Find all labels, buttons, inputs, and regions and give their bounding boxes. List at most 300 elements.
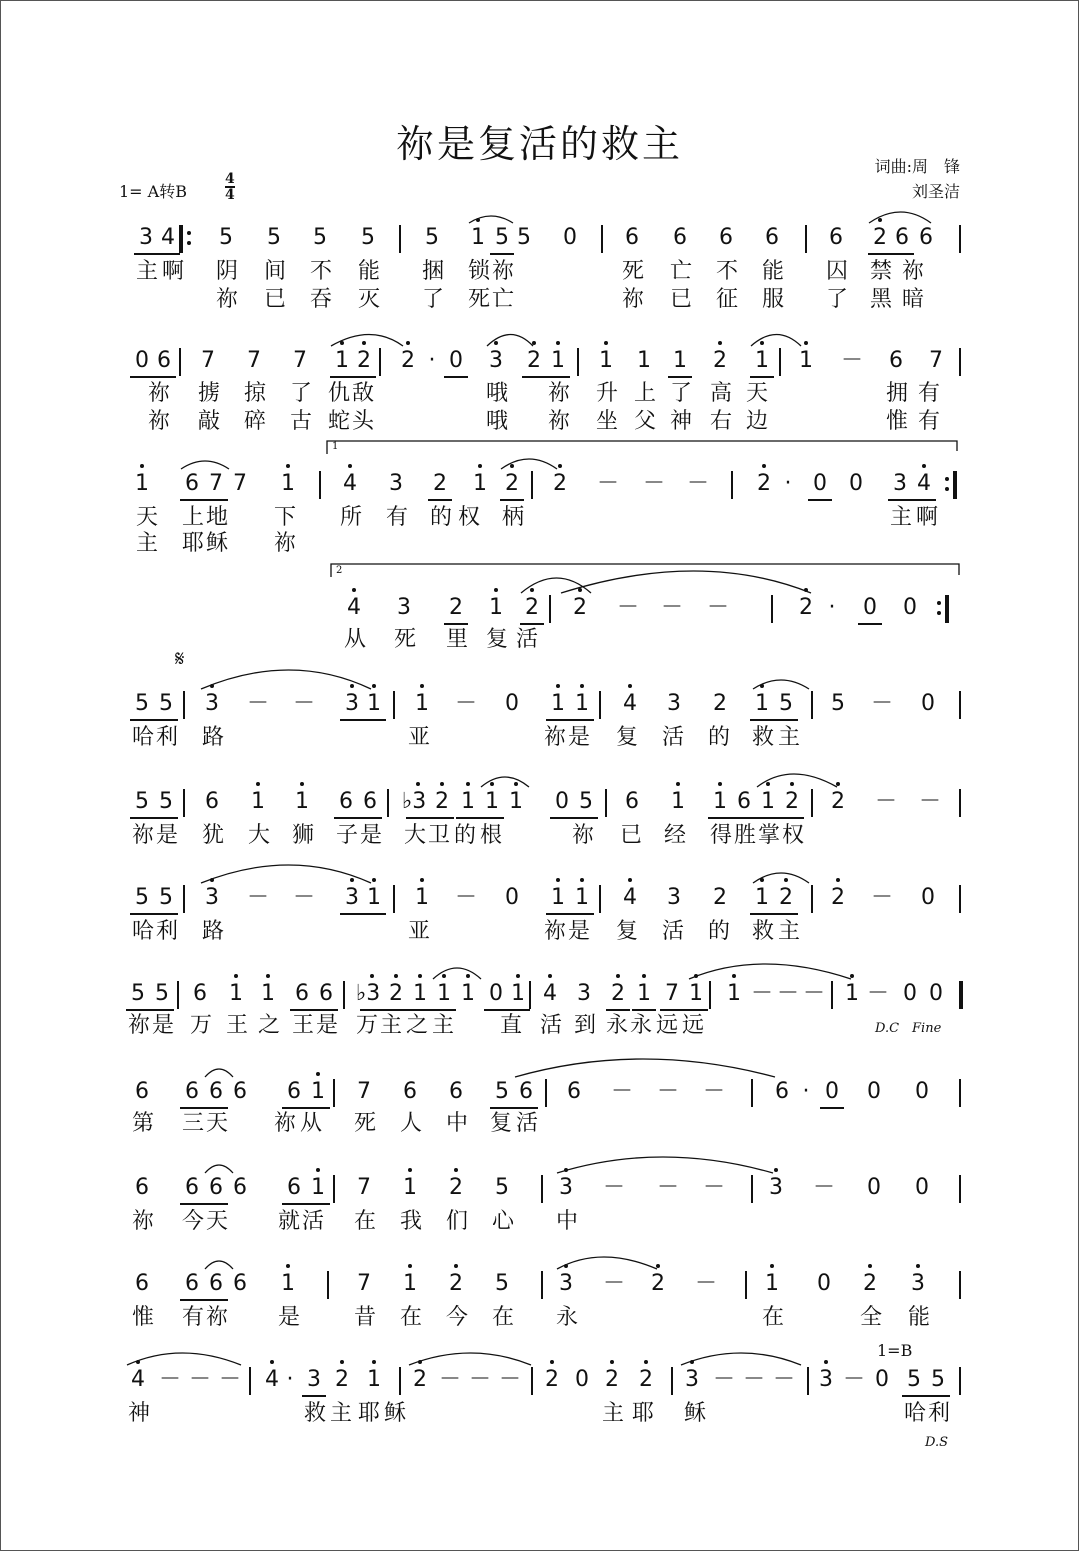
note: 4: [265, 1367, 279, 1392]
dash-note: －: [611, 1079, 634, 1104]
lyric-char: 利: [927, 1401, 950, 1426]
note: 1: [671, 789, 685, 814]
lyric-char: 之: [257, 1013, 280, 1038]
lyric-char: 复: [489, 1111, 512, 1136]
lyric-char: 地: [205, 505, 228, 530]
note: 0: [915, 1175, 929, 1200]
note: 2: [435, 789, 449, 814]
lyric-char: 哦: [485, 409, 508, 434]
lyric-char: 稣: [683, 1401, 706, 1426]
dash-note: －: [661, 595, 684, 620]
lyric-char: 全: [859, 1305, 882, 1330]
note: 1: [437, 981, 451, 1006]
author-credit: 词曲:周 锋: [874, 157, 960, 176]
lyric-char: 祢: [131, 823, 154, 848]
note: 3: [345, 691, 359, 716]
note: 3: [769, 1175, 783, 1200]
lyric-char: 主: [135, 531, 158, 556]
lyric-char: 我: [399, 1209, 422, 1234]
note: 2: [785, 789, 799, 814]
dash-note: －: [867, 981, 890, 1006]
note: 0: [817, 1271, 831, 1296]
lyric-char: 大: [247, 823, 270, 848]
tie: [689, 964, 851, 979]
lyric-char: 在: [399, 1305, 422, 1330]
note: 0: [903, 595, 917, 620]
note: 1: [485, 789, 499, 814]
note: 1: [551, 348, 565, 373]
note: 0: [867, 1175, 881, 1200]
note: 6: [287, 1175, 301, 1200]
note: 3: [397, 595, 411, 620]
slurs-and-voltas: [1, 1, 1078, 1550]
lyric-char: 主: [135, 259, 158, 284]
lyric-char: 天: [135, 505, 158, 530]
lyric-char: 活: [539, 1013, 562, 1038]
lyric-char: 复: [615, 725, 638, 750]
lyric-char: 在: [353, 1209, 376, 1234]
lyric-char: 稣: [205, 531, 228, 556]
lyric-char: 仇: [327, 381, 350, 406]
note: 5: [159, 789, 173, 814]
lyric-char: 远: [681, 1013, 704, 1038]
note: 6: [185, 1271, 199, 1296]
tie: [205, 1165, 233, 1173]
key-change-mark: 1=B: [877, 1341, 913, 1360]
note: 2: [713, 691, 727, 716]
note: 3: [345, 885, 359, 910]
lyric-char: 主: [329, 1401, 352, 1426]
lyric-char: 捆: [421, 259, 444, 284]
lyric-char: 已: [669, 287, 692, 312]
note: 3: [489, 348, 503, 373]
lyric-char: 上: [181, 505, 204, 530]
note: 6: [339, 789, 353, 814]
lyric-char: 祢: [147, 409, 170, 434]
note: 1: [415, 691, 429, 716]
lyric-char: 黑: [869, 287, 892, 312]
lyric-char: 碎: [243, 409, 266, 434]
note: 5: [159, 885, 173, 910]
segno-sign: 𝄋: [175, 647, 185, 672]
lyric-char: 祢: [205, 1305, 228, 1330]
lyric-char: 服: [761, 287, 784, 312]
volta-1-bracket: [327, 441, 957, 454]
lyric-char: 边: [745, 409, 768, 434]
tie: [205, 1261, 233, 1269]
note: 6: [895, 225, 909, 250]
note: 0: [863, 595, 877, 620]
note: 6: [295, 981, 309, 1006]
note: 1: [461, 981, 475, 1006]
lyric-char: 祢: [571, 823, 594, 848]
note: 2: [757, 471, 771, 496]
note: 6: [519, 1079, 533, 1104]
lyric-char: 活: [515, 627, 538, 652]
dash-note: －: [777, 981, 800, 1006]
lyric-char: 死: [353, 1111, 376, 1136]
lyric-char: 升: [595, 381, 618, 406]
dash-note: －: [219, 1367, 242, 1392]
note: 1: [367, 1367, 381, 1392]
note: 0: [505, 691, 519, 716]
note: 2: [505, 471, 519, 496]
note: 1: [713, 789, 727, 814]
lyric-char: 永: [555, 1305, 578, 1330]
dash-note: －: [703, 1079, 726, 1104]
note: 5: [425, 225, 439, 250]
note: 6: [209, 1271, 223, 1296]
note: 1: [689, 981, 703, 1006]
note: 1: [761, 789, 775, 814]
key-signature: 1= A转B: [119, 182, 187, 201]
lyric-char: 祢: [547, 409, 570, 434]
note: 7: [357, 1175, 371, 1200]
lyric-char: 主: [601, 1401, 624, 1426]
lyric-char: 利: [155, 725, 178, 750]
lyric-char: 下: [273, 505, 296, 530]
dash-note: －: [871, 691, 894, 716]
note: 5: [135, 691, 149, 716]
lyric-char: 主: [889, 505, 912, 530]
note: 6: [185, 1079, 199, 1104]
lyric-char: 狮: [291, 823, 314, 848]
note: 1: [489, 595, 503, 620]
note: 5: [135, 789, 149, 814]
note: 1: [281, 1271, 295, 1296]
lyric-char: 们: [445, 1209, 468, 1234]
tie: [557, 1157, 773, 1173]
note: 6: [737, 789, 751, 814]
note: 2: [639, 1367, 653, 1392]
note: 1: [403, 1175, 417, 1200]
lyric-char: 第: [131, 1111, 154, 1136]
note: 2: [449, 1271, 463, 1296]
tie: [201, 670, 371, 689]
note: 0: [921, 691, 935, 716]
note: 3: [893, 471, 907, 496]
lyric-char: 大: [403, 823, 426, 848]
note: 2: [357, 348, 371, 373]
dash-note: －: [687, 471, 710, 496]
lyric-char: 亡: [491, 287, 514, 312]
lyric-char: 主: [379, 1013, 402, 1038]
lyric-char: 上: [633, 381, 656, 406]
note: 2: [605, 1367, 619, 1392]
dash-note: －: [469, 1367, 492, 1392]
note: 4: [131, 1367, 145, 1392]
lyric-char: 耶: [357, 1401, 380, 1426]
note: 1: [551, 691, 565, 716]
lyric-char: 啊: [161, 259, 184, 284]
lyric-char: 稣: [383, 1401, 406, 1426]
tie: [487, 335, 533, 347]
dash-note: －: [597, 471, 620, 496]
note: 1: [599, 348, 613, 373]
lyric-char: 在: [761, 1305, 784, 1330]
tie: [515, 1059, 775, 1077]
tie: [757, 774, 837, 787]
note: 0: [915, 1079, 929, 1104]
dash-note: －: [657, 1175, 680, 1200]
lyric-char: 哈: [131, 919, 154, 944]
lyric-char: 里: [445, 627, 468, 652]
note: 5: [155, 981, 169, 1006]
note: 6: [193, 981, 207, 1006]
note: 5: [495, 1079, 509, 1104]
lyric-char: 三: [181, 1111, 204, 1136]
lyric-char: 哈: [903, 1401, 926, 1426]
lyric-char: 救: [751, 919, 774, 944]
lyric-char: 祢: [547, 381, 570, 406]
lyric-char: 永: [605, 1013, 628, 1038]
dash-note: －: [803, 981, 826, 1006]
note: 3: [911, 1271, 925, 1296]
dash-note: －: [293, 691, 316, 716]
lyric-char: 亡: [669, 259, 692, 284]
lyric-char: 是: [151, 1013, 174, 1038]
note: 0: [575, 1367, 589, 1392]
lyric-char: 死: [393, 627, 416, 652]
lyric-char: 权: [781, 823, 804, 848]
lyric-char: 掌: [757, 823, 780, 848]
tie: [127, 1353, 241, 1365]
lyric-char: 卫: [427, 823, 450, 848]
lyric-char: 拥: [885, 381, 908, 406]
note: 2: [611, 981, 625, 1006]
lyric-char: 主: [777, 725, 800, 750]
note: 3: [819, 1367, 833, 1392]
lyric-char: 万: [355, 1013, 378, 1038]
time-signature-denominator: 4: [225, 187, 235, 203]
dash-note: －: [455, 691, 478, 716]
lyric-char: 祢: [273, 1111, 296, 1136]
note: 1: [413, 981, 427, 1006]
note: 4: [347, 595, 361, 620]
dash-note: －: [603, 1175, 626, 1200]
lyric-char: 的: [707, 725, 730, 750]
lyric-char: 不: [715, 259, 738, 284]
note: 6: [765, 225, 779, 250]
note: 1: [765, 1271, 779, 1296]
note: 6: [135, 1175, 149, 1200]
lyric-char: 复: [485, 627, 508, 652]
lyric-char: 利: [155, 919, 178, 944]
lyric-char: 人: [399, 1111, 422, 1136]
note: 5: [159, 691, 173, 716]
note: 3: [559, 1175, 573, 1200]
lyric-char: 蛇: [327, 409, 350, 434]
tie: [181, 461, 229, 469]
dot-note: ·: [802, 1079, 810, 1104]
note: 5: [135, 885, 149, 910]
lyric-char: 子: [335, 823, 358, 848]
lyric-char: 心: [491, 1209, 514, 1234]
lyric-char: 远: [655, 1013, 678, 1038]
note: 1: [755, 885, 769, 910]
lyric-char: 活: [661, 919, 684, 944]
tie: [469, 216, 513, 223]
tie: [681, 1353, 801, 1365]
lyric-char: 王: [291, 1013, 314, 1038]
song-title: 祢是复活的救主: [395, 122, 683, 166]
lyric-char: 古: [289, 409, 312, 434]
tie: [753, 873, 809, 883]
dash-note: －: [455, 885, 478, 910]
dot-note: ·: [286, 1367, 294, 1392]
note: 4: [161, 225, 175, 250]
lyric-char: 右: [709, 409, 732, 434]
lyric-char: 路: [201, 919, 224, 944]
note: 5: [131, 981, 145, 1006]
note: 3: [667, 691, 681, 716]
lyric-char: 活: [301, 1209, 324, 1234]
lyric-char: 得: [709, 823, 732, 848]
note: 0: [929, 981, 943, 1006]
lyric-char: 父: [633, 409, 656, 434]
lyric-char: 万: [189, 1013, 212, 1038]
dot-note: ·: [428, 348, 436, 373]
ds-mark: D.S: [925, 1435, 948, 1450]
lyric-char: 坐: [595, 409, 618, 434]
note: 7: [929, 348, 943, 373]
note: ♭3: [355, 981, 381, 1006]
dc-fine-mark: D.C Fine: [875, 1021, 942, 1036]
lyric-char: 从: [299, 1111, 322, 1136]
note: 2: [863, 1271, 877, 1296]
note: 5: [579, 789, 593, 814]
lyric-char: 主: [431, 1013, 454, 1038]
dash-note: －: [875, 789, 898, 814]
dash-note: －: [707, 595, 730, 620]
lyric-char: 神: [669, 409, 692, 434]
lyric-char: 灭: [357, 287, 380, 312]
lyric-char: 哈: [131, 725, 154, 750]
note: 2: [831, 885, 845, 910]
lyric-char: 神: [127, 1401, 150, 1426]
note: 0: [555, 789, 569, 814]
lyric-char: 是: [567, 919, 590, 944]
note: 3: [389, 471, 403, 496]
note: 1: [229, 981, 243, 1006]
lyric-char: 祢: [621, 287, 644, 312]
note: 6: [205, 789, 219, 814]
dash-note: －: [751, 981, 774, 1006]
lyric-char: 根: [479, 823, 502, 848]
lyric-char: 敌: [351, 381, 374, 406]
tie: [869, 212, 931, 223]
lyric-char: 已: [263, 287, 286, 312]
lyric-char: 到: [573, 1013, 596, 1038]
tie: [557, 1257, 657, 1269]
dash-note: －: [617, 595, 640, 620]
note: 6: [403, 1079, 417, 1104]
note: 0: [489, 981, 503, 1006]
dash-note: －: [247, 691, 270, 716]
lyric-char: 天: [205, 1111, 228, 1136]
dash-note: －: [871, 885, 894, 910]
note: 1: [473, 471, 487, 496]
lyric-char: 所: [339, 505, 362, 530]
lyric-char: 之: [405, 1013, 428, 1038]
lyric-char: 昔: [353, 1305, 376, 1330]
note: 1: [461, 789, 475, 814]
note: 2: [527, 348, 541, 373]
lyric-char: 路: [201, 725, 224, 750]
lyric-char: 囚: [825, 259, 848, 284]
tie: [751, 335, 801, 347]
lyric-char: 亚: [407, 919, 430, 944]
note: 6: [829, 225, 843, 250]
note: 6: [209, 1079, 223, 1104]
lyric-char: 哦: [485, 381, 508, 406]
volta-2-label: 2: [336, 565, 343, 576]
dash-note: －: [841, 348, 864, 373]
note: 1: [755, 691, 769, 716]
lyric-char: 天: [745, 381, 768, 406]
lyric-char: 有: [181, 1305, 204, 1330]
lyric-char: 是: [315, 1013, 338, 1038]
lyric-char: 惟: [131, 1305, 154, 1330]
lyric-char: 直: [499, 1013, 522, 1038]
note: 4: [917, 471, 931, 496]
note: 5: [931, 1367, 945, 1392]
note: 0: [875, 1367, 889, 1392]
note: 7: [293, 348, 307, 373]
note: 6: [287, 1079, 301, 1104]
note: 6: [363, 789, 377, 814]
lyric-char: 祢: [273, 531, 296, 556]
note: 1: [511, 981, 525, 1006]
note: 1: [845, 981, 859, 1006]
dot-note: ·: [784, 471, 792, 496]
lyric-char: 有: [917, 409, 940, 434]
note: 1: [575, 691, 589, 716]
note: 0: [849, 471, 863, 496]
note: 6: [157, 348, 171, 373]
note: 1: [251, 789, 265, 814]
note: 0: [135, 348, 149, 373]
lyric-char: 救: [303, 1401, 326, 1426]
lyric-char: 就: [277, 1209, 300, 1234]
note: 6: [135, 1271, 149, 1296]
lyric-char: 今: [445, 1305, 468, 1330]
note: 1: [311, 1079, 325, 1104]
dash-note: －: [743, 1367, 766, 1392]
lyric-char: 禁: [869, 259, 892, 284]
note: 1: [367, 885, 381, 910]
lyric-char: 王: [225, 1013, 248, 1038]
lyric-char: 中: [445, 1111, 468, 1136]
lyric-char: 活: [661, 725, 684, 750]
note: 7: [665, 981, 679, 1006]
lyric-char: 暗: [901, 287, 924, 312]
note: 1: [311, 1175, 325, 1200]
lyric-char: 祢: [215, 287, 238, 312]
lyric-char: 了: [669, 381, 692, 406]
note: 0: [903, 981, 917, 1006]
note: 0: [813, 471, 827, 496]
lyric-char: 高: [709, 381, 732, 406]
note: 6: [185, 1175, 199, 1200]
dash-note: －: [603, 1271, 626, 1296]
note: 5: [495, 1175, 509, 1200]
lyric-char: 阴: [215, 259, 238, 284]
lyric-char: 祢: [131, 1209, 154, 1234]
note: 5: [495, 225, 509, 250]
lyric-char: 死: [621, 259, 644, 284]
lyric-char: 祢: [543, 919, 566, 944]
